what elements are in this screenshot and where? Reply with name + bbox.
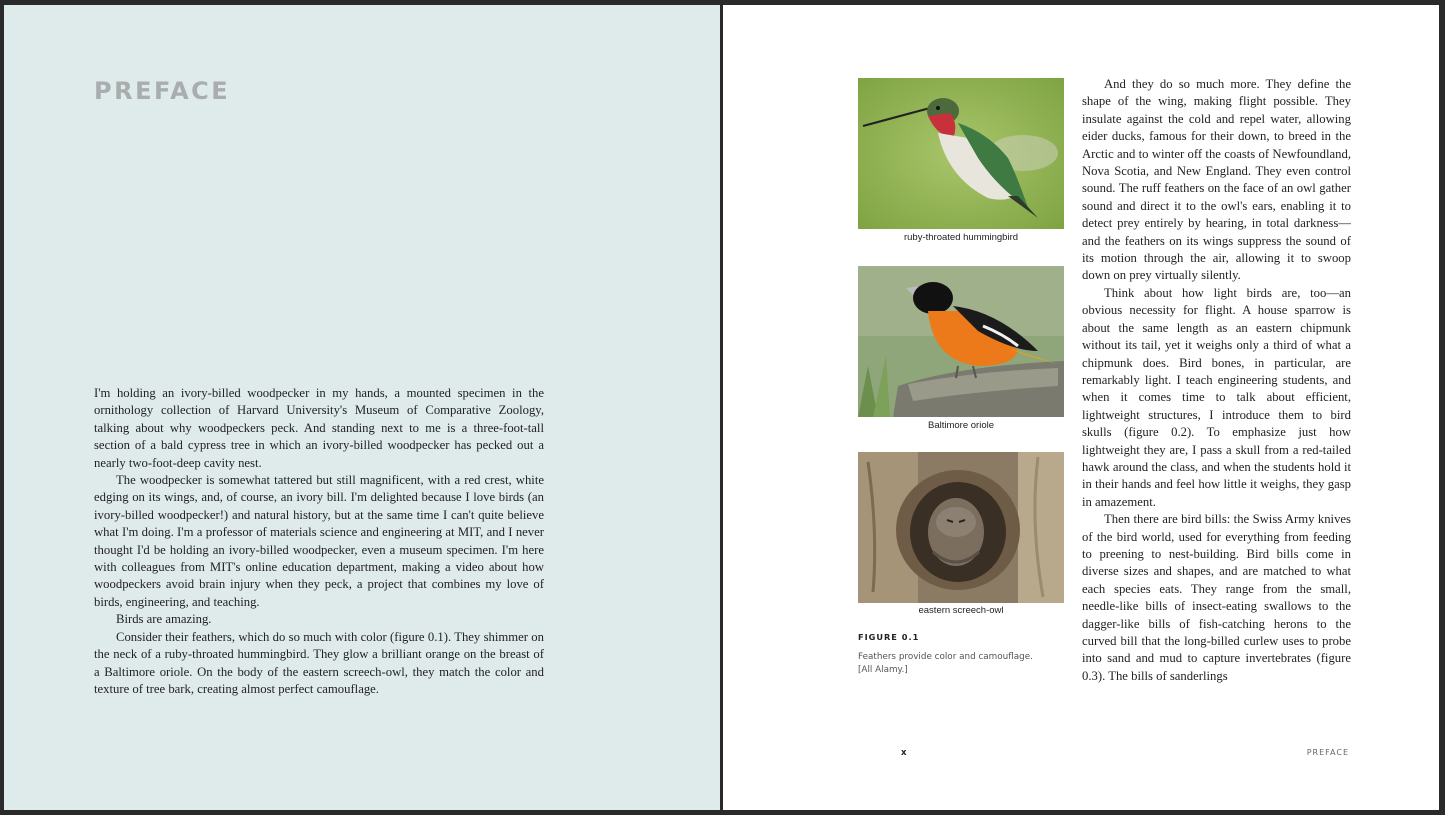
figure-caption-line: Feathers provide color and camouflage. (858, 652, 1033, 662)
paragraph: Birds are amazing. (116, 612, 212, 627)
paragraph: And they do so much more. They define the shape of the wing, making flight possible. They insulate against the cold and repel water, allowing eider ducks, famous for their down, to breed in the Arctic and to winter off the coasts of Newfoundland, Nova Scotia, and New England. They even control sound. The ruff feathers on the face of an owl gather sound and direct it to the owl's ears, enabling it to detect prey entirely by hearing, in total darkness—and the feathers on its wings suppress the sound of its motion through the air, allowing it to swoop down on prey virtually silently. (1082, 77, 1351, 283)
photo-caption: ruby-throated hummingbird (903, 232, 1019, 243)
running-head: PREFACE (1306, 748, 1349, 757)
paragraph: The woodpecker is somewhat tattered but still magnificent, with a red crest, white edging on its wings, and, of course, an ivory bill. I'm delighted because I love birds (an ivory-billed woodpecker!) and natural history, but at the same time I can't quite believe what I'm doing. I'm a professor of materials science and engineering at MIT, and I never thought I'd be holding an ivory-billed woodpecker, even a museum specimen. I'm here with colleagues from MIT's online education department, making a video about how woodpeckers avoid brain injury when they peck, a project that combines my love of birds, engineering, and teaching. (94, 473, 544, 609)
page-title: PREFACE (94, 77, 231, 105)
page-number: x (901, 748, 907, 758)
right-page (723, 5, 1439, 810)
figure-credit: [All Alamy.] (858, 665, 908, 675)
figure-caption (858, 651, 1064, 677)
paragraph: I'm holding an ivory-billed woodpecker in my hands, a mounted specimen in the ornithology collection of Harvard University's Museum of Comparative Zoology, talking about why woodpeckers peck. And standing next to me is a three-foot-tall section of a bald cypress tree in which an ivory-billed woodpecker has pecked out a nearly two-foot-deep cavity nest. (94, 386, 544, 470)
body-text-right (1082, 76, 1351, 685)
paragraph: Think about how light birds are, too—an obvious necessity for flight. A house sparrow is about the same length as an eastern chipmunk without its tail, yet it weighs only a third of what a chipmunk does. Bird bones, in particular, are remarkably light. I teach engineering students, and when it comes time to talk about efficient, lightweight structures, I introduce them to bird skulls (figure 0.2). To emphasize just how lightweight they are, I pass a skull from a red-tailed hawk around the class, and when the students hold it in their hands and feel how little it weighs, they gasp in amazement. (1082, 285, 1351, 509)
screech-owl-photo (858, 452, 1064, 603)
figure-label: FIGURE 0.1 (858, 632, 920, 642)
photo-caption: Baltimore oriole (928, 420, 994, 431)
paragraph: Consider their feathers, which do so much with color (figure 0.1). They shimmer on the neck of a ruby-throated hummingbird. They glow a brilliant orange on the breast of a Baltimore oriole. On the body of the eastern screech-owl, they match the color and texture of tree bark, creating almost perfect camouflage. (94, 629, 544, 696)
photo-caption: eastern screech-owl (918, 605, 1004, 616)
left-page (4, 5, 720, 810)
hummingbird-photo (858, 78, 1064, 229)
body-text-left (94, 385, 544, 698)
oriole-photo (858, 266, 1064, 417)
paragraph: Then there are bird bills: the Swiss Army knives of the bird world, used for everything from feeding to preening to nest-building. Bird bills come in diverse sizes and shapes, and are matched to what each species eats. They range from the small, needle-like bills of insect-eating swallows to the dagger-like bills of fish-catching herons to the curved bill that the long-billed curlew uses to probe into sand and mud to capture invertebrates (figure 0.3). The bills of sanderlings (1082, 512, 1351, 683)
